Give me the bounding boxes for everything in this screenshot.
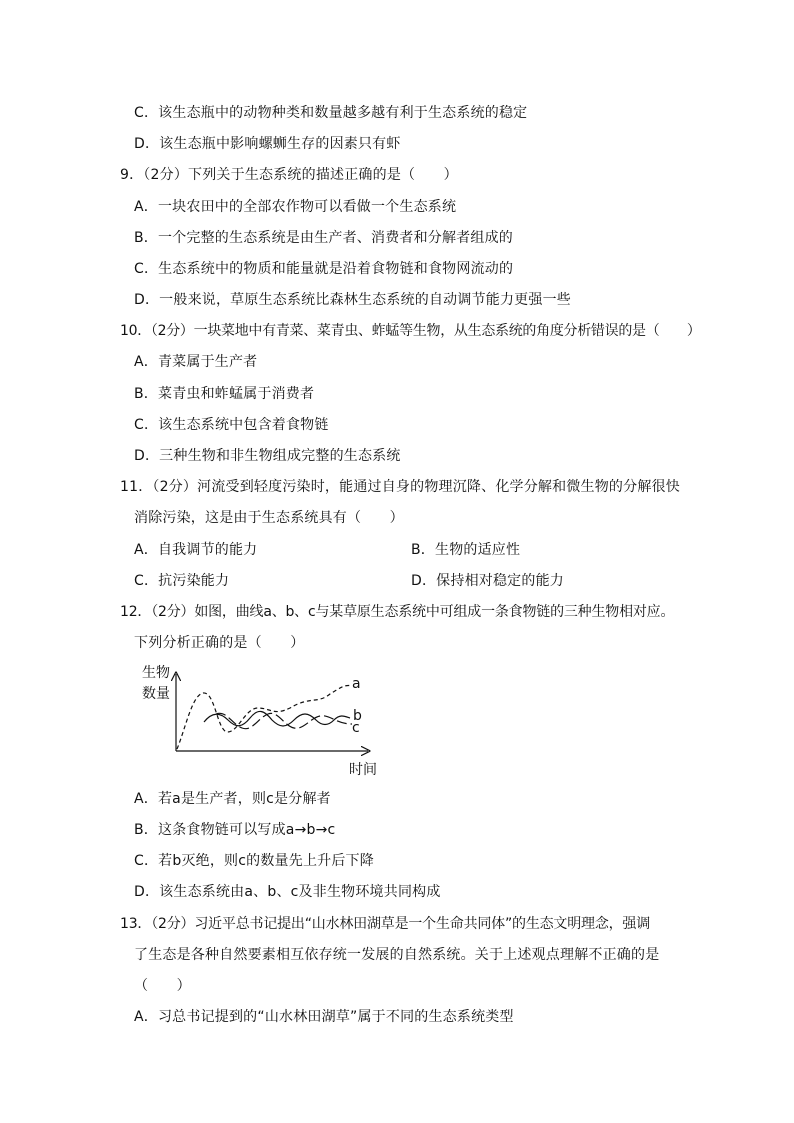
question-10-stem: 10．（2分）一块菜地中有青菜、菜青虫、蚱蜢等生物，从生态系统的角度分析错误的是（ ）: [120, 323, 701, 339]
curve-a: [177, 685, 352, 749]
question-9-option-b: B．一个完整的生态系统是由生产者、消费者和分解者组成的: [134, 230, 514, 246]
question-13-stem-line2: 了生态是各种自然要素相互依存统一发展的自然系统。关于上述观点理解不正确的是: [134, 947, 660, 963]
question-10-option-b: B．菜青虫和蚱蜢属于消费者: [134, 386, 315, 402]
y-axis-label-line2: 数量: [142, 686, 170, 702]
question-9-stem: 9．（2分）下列关于生态系统的描述正确的是（ ）: [120, 167, 458, 183]
question-12-option-d: D．该生态系统由a、b、c及非生物环境共同构成: [134, 884, 441, 900]
question-11-stem-line1: 11．（2分）河流受到轻度污染时，能通过自身的物理沉降、化学分解和微生物的分解很快: [120, 479, 680, 495]
question-9-option-c: C．生态系统中的物质和能量就是沿着食物链和食物网流动的: [134, 261, 514, 277]
question-10-option-d: D．三种生物和非生物组成完整的生态系统: [134, 448, 401, 464]
question-11-option-d: D．保持相对稳定的能力: [411, 573, 564, 589]
question-12-stem-line1: 12．（2分）如图，曲线a、b、c与某草原生态系统中可组成一条食物链的三种生物相对应。: [120, 604, 675, 620]
question-10-option-c: C．该生态系统中包含着食物链: [134, 417, 329, 433]
question-12-option-c: C．若b灭绝，则c的数量先上升后下降: [134, 853, 374, 869]
question-11-option-a: A．自我调节的能力: [134, 542, 258, 558]
question-12-option-b: B．这条食物链可以写成a→b→c: [134, 822, 336, 838]
question-12-stem-line2: 下列分析正确的是（ ）: [134, 635, 305, 651]
question-11-option-b: B．生物的适应性: [411, 542, 521, 558]
question-9-option-d: D．一般来说，草原生态系统比森林生态系统的自动调节能力更强一些: [134, 292, 571, 308]
question-10-option-a: A．青菜属于生产者: [134, 354, 258, 370]
question-9-option-a: A．一块农田中的全部农作物可以看做一个生态系统: [134, 199, 457, 215]
question-13-stem-line3: （ ）: [134, 978, 191, 994]
question-11-option-c: C．抗污染能力: [134, 573, 230, 589]
question-13-option-a: A．习总书记提到的“山水林田湖草”属于不同的生态系统类型: [134, 1009, 514, 1025]
curve-label-b: b: [353, 708, 362, 724]
question-12-option-a: A．若a是生产者，则c是分解者: [134, 791, 331, 807]
curve-label-c: c: [352, 720, 360, 736]
option-c: C．该生态瓶中的动物种类和数量越多越有利于生态系统的稳定: [134, 105, 528, 121]
x-axis-label: 时间: [349, 762, 377, 778]
option-d: D．该生态瓶中影响螺蛳生存的因素只有虾: [134, 136, 401, 152]
curve-b: [204, 711, 350, 726]
population-time-graph: [130, 660, 400, 785]
curve-label-a: a: [352, 676, 361, 692]
question-13-stem-line1: 13．（2分）习近平总书记提出“山水林田湖草是一个生命共同体”的生态文明理念，强调: [120, 916, 651, 932]
question-11-stem-line2: 消除污染，这是由于生态系统具有（ ）: [134, 510, 404, 526]
y-axis-label-line1: 生物: [142, 665, 170, 681]
